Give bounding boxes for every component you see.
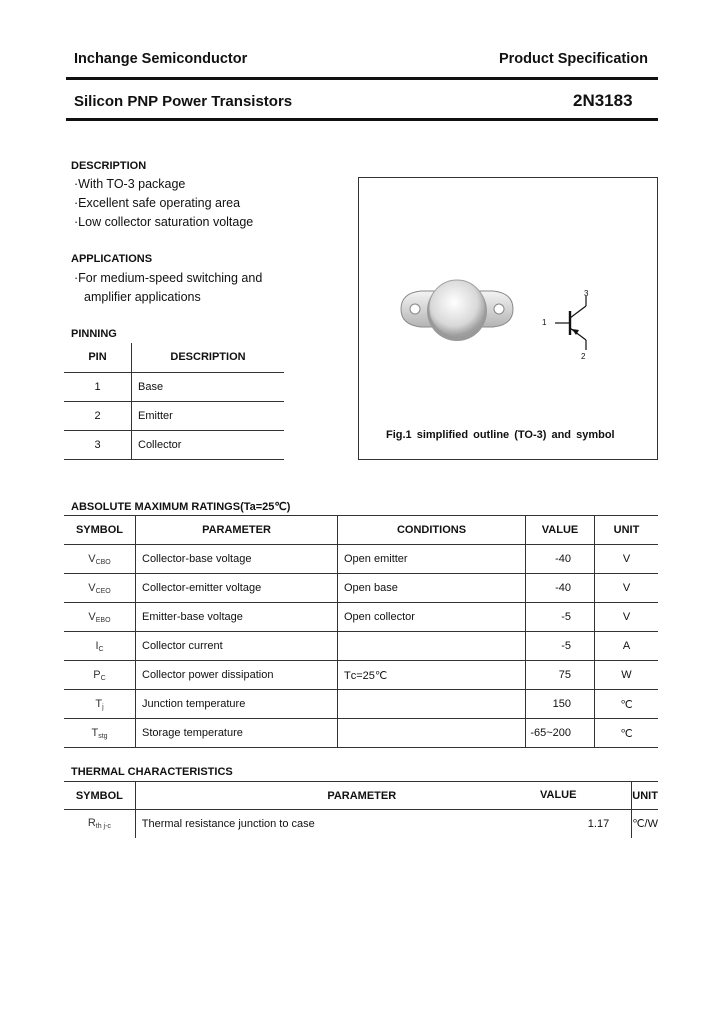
description-bullet: ·With TO-3 package [74,177,186,191]
pin-number: 3 [64,430,132,459]
description-bullet: ·Low collector saturation voltage [74,215,254,229]
thermal-heading: THERMAL CHARACTERISTICS [71,766,233,778]
symbol-letter: I [95,639,99,652]
value-cell: 75 [526,661,595,690]
symbol-letter: V [88,610,96,623]
conditions-cell: Open collector [338,603,526,632]
value-cell: -40 [526,574,595,603]
table-row [64,545,658,574]
header-rule-top [66,77,658,80]
unit-cell: V [595,545,659,574]
symbol-subscript: CEO [95,587,111,595]
unit-cell: ℃ [595,719,659,748]
value-cell: -5 [526,632,595,661]
value-column-header: VALUE [526,516,595,545]
description-bullet: ·Excellent safe operating area [74,196,241,210]
symbol-pin-label: 2 [581,352,586,361]
parameter-cell: Thermal resistance junction to case [135,810,588,838]
table-row [64,690,658,719]
pinning-table [64,343,284,460]
symbol-letter: T [95,697,103,710]
description-column-header: DESCRIPTION [132,343,285,372]
ratings-table [64,515,658,748]
pnp-transistor-symbol-icon [359,178,657,459]
ratings-heading: ABSOLUTE MAXIMUM RATINGS(Ta=25℃) [71,501,291,513]
symbol-cell [64,719,136,748]
figure-caption: Fig.1 simplified outline (TO-3) and symbol [386,429,615,441]
value-column-header: VALUE [540,789,577,801]
symbol-subscript: C [98,645,104,653]
product-line: Silicon PNP Power Transistors [74,93,293,110]
description-list [74,175,253,232]
table-row [64,632,658,661]
symbol-cell [64,574,136,603]
pinning-heading: PINNING [71,328,117,340]
symbol-pin-label: 3 [584,289,589,298]
document-type: Product Specification [498,51,648,67]
symbol-cell [64,661,136,690]
symbol-column-header: SYMBOL [64,782,135,810]
applications-line: amplifier applications [84,290,201,304]
conditions-cell: Open emitter [338,545,526,574]
parameter-cell: Collector current [136,632,338,661]
conditions-cell [338,632,526,661]
unit-cell: A [595,632,659,661]
pin-number: 2 [64,401,132,430]
table-row [64,430,284,459]
unit-cell: V [595,603,659,632]
symbol-column-header: SYMBOL [64,516,136,545]
table-row [64,372,284,401]
table-row [64,810,658,838]
symbol-cell [64,545,136,574]
parameter-cell: Collector-emitter voltage [136,574,338,603]
parameter-cell: Collector-base voltage [136,545,338,574]
symbol-cell [64,810,135,838]
symbol-subscript: C [100,674,106,682]
value-cell: -65~200 [526,719,595,748]
part-number: 2N3183 [573,91,633,110]
value-cell: -40 [526,545,595,574]
symbol-subscript: th j-c [95,823,111,831]
figure-box [358,177,658,460]
conditions-cell [338,719,526,748]
parameter-cell: Junction temperature [136,690,338,719]
value-cell: 1.17 [587,817,610,830]
table-row [64,719,658,748]
symbol-cell [64,603,136,632]
unit-cell: ℃/W [632,810,658,838]
parameter-cell: Collector power dissipation [136,661,338,690]
pin-column-header: PIN [64,343,132,372]
symbol-letter: V [88,581,96,594]
symbol-subscript: j [102,703,104,711]
symbol-subscript: stg [98,732,108,740]
unit-cell: W [595,661,659,690]
symbol-letter: P [93,668,101,681]
applications-heading: APPLICATIONS [71,253,153,265]
applications-list [74,269,262,307]
pin-description: Emitter [132,401,285,430]
value-cell: -5 [526,603,595,632]
unit-cell: ℃ [595,690,659,719]
symbol-subscript: EBO [95,616,111,624]
symbol-cell [64,632,136,661]
symbol-pin-label: 1 [542,318,547,327]
table-row [64,401,284,430]
symbol-subscript: CBO [95,558,111,566]
conditions-cell [338,690,526,719]
description-heading: DESCRIPTION [71,160,147,172]
parameter-cell: Emitter-base voltage [136,603,338,632]
symbol-letter: V [88,552,96,565]
conditions-cell: Open base [338,574,526,603]
value-cell: 150 [526,690,595,719]
symbol-letter: R [87,817,96,830]
applications-line: ·For medium-speed switching and [74,271,263,285]
unit-cell: V [595,574,659,603]
symbol-cell [64,690,136,719]
parameter-column-header: PARAMETER [136,516,338,545]
pin-description: Collector [132,430,285,459]
company-name: Inchange Semiconductor [74,51,248,67]
table-row [64,661,658,690]
parameter-cell: Storage temperature [136,719,338,748]
table-row [64,603,658,632]
pin-description: Base [132,372,285,401]
conditions-cell: Tᴄ=25℃ [338,661,526,690]
symbol-letter: T [91,726,99,739]
parameter-column-header: PARAMETER [135,782,588,810]
conditions-column-header: CONDITIONS [338,516,526,545]
pin-number: 1 [64,372,132,401]
unit-column-header: UNIT [632,782,658,810]
header-rule-bottom [66,118,658,121]
table-row [64,574,658,603]
unit-column-header: UNIT [595,516,659,545]
